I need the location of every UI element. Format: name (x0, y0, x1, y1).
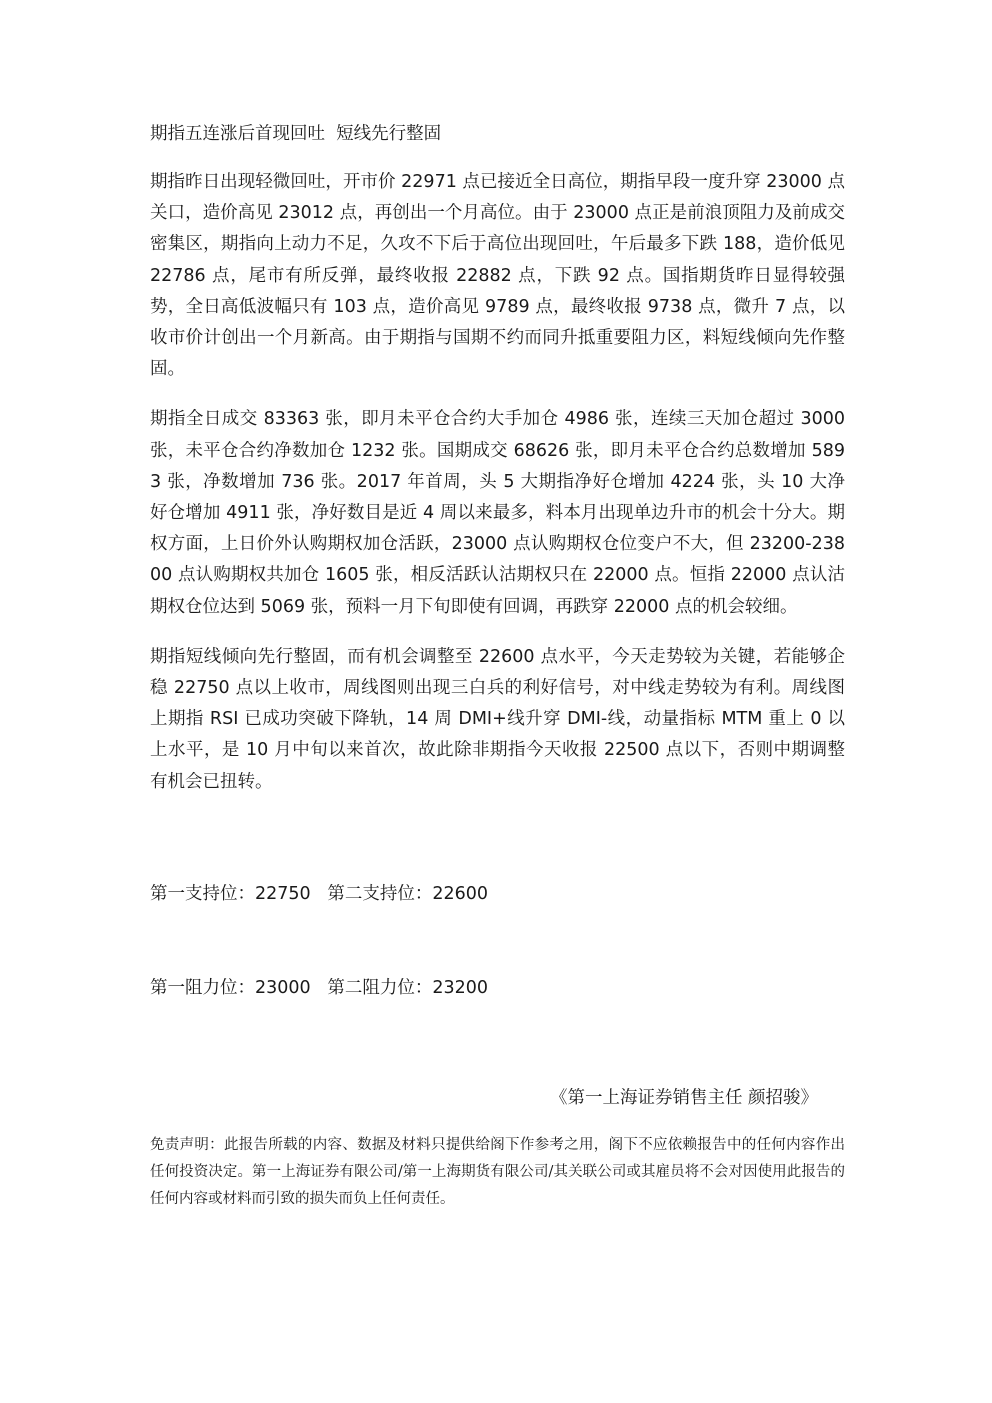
author-signature: 《第一上海证券销售主任 颜招骏》 (550, 1088, 819, 1109)
resistance-levels: 第一阻力位：23000 第二阻力位：23200 (150, 977, 489, 998)
paragraph-volume-positions: 期指全日成交 83363 张，即月未平仓合约大手加仓 4986 张，连续三天加仓超过 3000 张，未平仓合约净数加仓 1232 张。国期成交 68626 张，即月未平仓合约总数增加 5893 张，净数增加 736 张。2017 年首周，头 5 大期指净好仓增加 4224 张，头 10 大净好仓增加 4911 张，净好数目是近 4 周以来最多，料本月出现单边升市的机会十分大。期权方面，上日价外认购期权加仓活跃，23000 点认购期权仓位变户不大，但 23200-23800 点认购期权共加仓 1605 张，相反活跃认沽期权只在 22000 点。恒指 22000 点认沽期权仓位达到 5069 张，预料一月下旬即使有回调，再跌穿 22000 点的机会较细。 (150, 409, 845, 617)
disclaimer: 免责声明：此报告所载的内容、数据及材料只提供给阁下作参考之用，阁下不应依赖报告中的任何内容作出任何投资决定。第一上海证券有限公司/第一上海期货有限公司/其关联公司或其雇员将不会对因使用此报告的任何内容或材料而引致的损失而负上任何责任。 (150, 1136, 845, 1207)
paragraph-outlook: 期指短线倾向先行整固，而有机会调整至 22600 点水平，今天走势较为关键，若能够企稳 22750 点以上收市，周线图则出现三白兵的利好信号，对中线走势较为有利。周线图上期指 RSI 已成功突破下降轨，14 周 DMI+线升穿 DMI-线，动量指标 MTM 重上 0 以上水平，是 10 月中旬以来首次，故此除非期指今天收报 22500 点以下，否则中期调整有机会已扭转。 (150, 646, 845, 792)
support-levels: 第一支持位：22750 第二支持位：22600 (150, 884, 489, 905)
document-body (150, 119, 845, 1227)
paragraph-market-review: 期指昨日出现轻微回吐，开市价 22971 点已接近全日高位，期指早段一度升穿 23000 点关口，造价高见 23012 点，再创出一个月高位。由于 23000 点正是前浪顶阻力及前成交密集区，期指向上动力不足，久攻不下后于高位出现回吐，午后最多下跌 188，造价低见 22786 点，尾市有所反弹，最终收报 22882 点，下跌 92 点。国指期货昨日显得较强势，全日高低波幅只有 103 点，造价高见 9789 点，最终收报 9738 点，微升 7 点，以收市价计创出一个月新高。由于期指与国期不约而同升抵重要阻力区，料短线倾向先作整固。 (150, 172, 845, 380)
key-levels (150, 817, 845, 1067)
document-title: 期指五连涨后首现回吐 短线先行整固 (150, 124, 442, 144)
